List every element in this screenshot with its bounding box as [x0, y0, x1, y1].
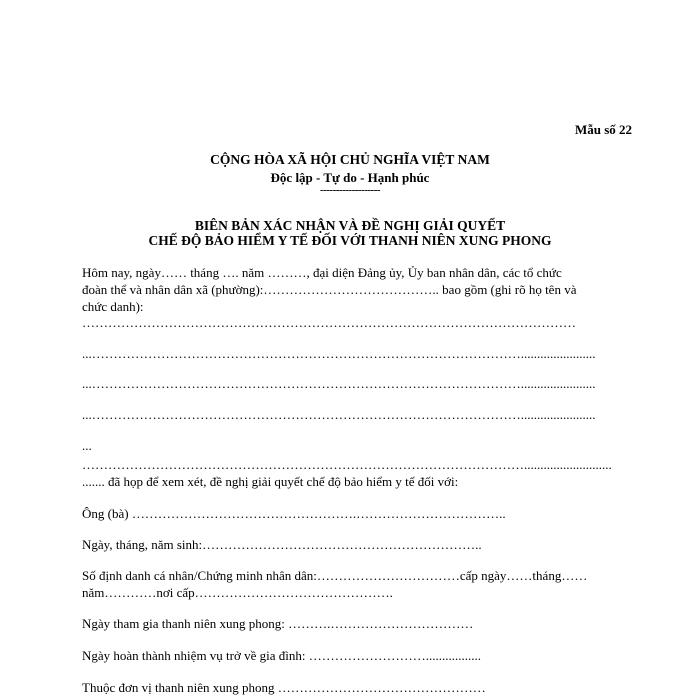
national-motto: Độc lập - Tự do - Hạnh phúc	[270, 170, 430, 185]
proposal-line: ....... đã họp để xem xét, đề nghị giải quyết chế độ bảo hiểm y tế đối với:	[82, 474, 459, 489]
document-title-line-2: CHẾ ĐỘ BẢO HIỂM Y TẾ ĐỐI VỚI THANH NIÊN XUNG PHONG	[148, 233, 552, 248]
header-separator: -------------------	[319, 184, 381, 196]
field-date-of-birth: Ngày, tháng, năm sinh:………………………………………………………..	[82, 537, 482, 552]
intro-line-3: chức danh):	[82, 299, 144, 314]
field-name: Ông (bà) …………………………………………….……………………………..	[82, 506, 506, 521]
dotted-line-4: ...……………………………………………………………………………………….......................	[82, 407, 596, 422]
field-join-date: Ngày tham gia thanh niên xung phong: ……….……………………………	[82, 616, 474, 631]
dotted-line-6: …………………………………………………………………………………………...........................	[82, 457, 612, 472]
field-id-number: Số định danh cá nhân/Chứng minh nhân dân:……………………………cấp ngày……tháng……	[82, 568, 588, 583]
dotted-line-2: ...……………………………………………………………………………………….......................	[82, 346, 596, 361]
field-id-issue: năm…………nơi cấp……………………………………….	[82, 585, 393, 600]
dotted-line-3: ...……………………………………………………………………………………….......................	[82, 376, 596, 391]
field-complete-date: Ngày hoàn thành nhiệm vụ trở về gia đình: ……………………….................	[82, 648, 481, 663]
document-title-line-1: BIÊN BẢN XÁC NHẬN VÀ ĐỀ NGHỊ GIẢI QUYẾT	[194, 218, 506, 233]
field-unit: Thuộc đơn vị thanh niên xung phong …………………………………………	[82, 680, 486, 695]
intro-line-2: đoàn thể và nhân dân xã (phường):………………………………….. bao gồm (ghi rõ họ tên và	[82, 282, 577, 297]
intro-line-1: Hôm nay, ngày…… tháng …. năm ………, đại diện Đảng ủy, Ủy ban nhân dân, các tổ chức	[82, 265, 562, 280]
intro-paragraph	[82, 264, 622, 315]
dotted-line-5: ...	[82, 438, 92, 453]
form-number: Mẫu số 22	[574, 122, 632, 137]
country-name: CỘNG HÒA XÃ HỘI CHỦ NGHĨA VIỆT NAM	[210, 152, 490, 167]
dotted-line-1: ……………………………………………………………………………………………………	[82, 315, 576, 330]
